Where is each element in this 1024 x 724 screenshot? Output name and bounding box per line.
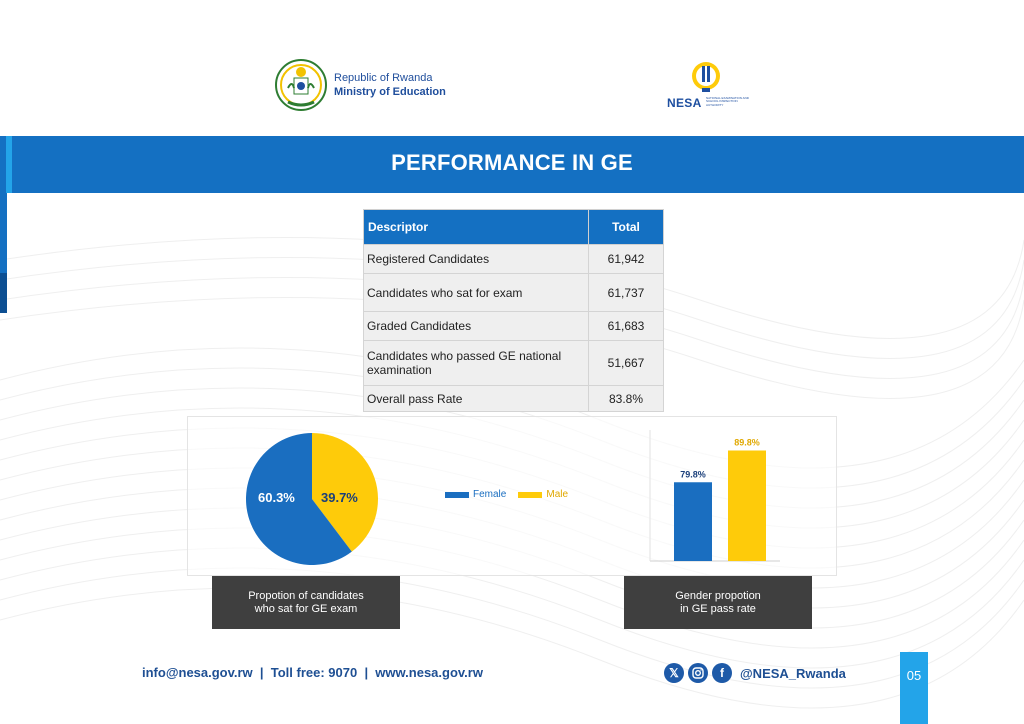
bar-caption-line2: in GE pass rate [680, 602, 756, 615]
legend-label-male: Male [546, 489, 569, 500]
table-row [364, 312, 664, 341]
bar-label-female: 79.8% [680, 469, 706, 480]
legend-item-female [445, 489, 506, 500]
left-accent-stripe [0, 193, 7, 273]
pie-label-male: 39.7% [321, 490, 358, 505]
social-links [664, 663, 846, 683]
table-row [364, 386, 664, 412]
x-icon[interactable]: 𝕏 [664, 663, 684, 683]
pie-caption-line1: Propotion of candidates [248, 589, 364, 602]
legend-label-female: Female [473, 489, 507, 500]
row-descriptor: Graded Candidates [364, 312, 589, 341]
column-header-descriptor: Descriptor [364, 210, 589, 245]
legend-item-male [518, 489, 568, 500]
page-number: 05 [900, 652, 928, 724]
row-total: 61,683 [589, 312, 664, 341]
legend-swatch-male [518, 492, 542, 498]
bar-caption-line1: Gender propotion [675, 589, 761, 602]
ministry-name [334, 71, 446, 99]
column-header-total: Total [589, 210, 664, 245]
pie-label-female: 60.3% [258, 490, 295, 505]
table-row [364, 245, 664, 274]
table-row [364, 274, 664, 312]
pie-caption [212, 576, 400, 629]
row-total: 61,942 [589, 245, 664, 274]
government-name: Republic of Rwanda [334, 72, 433, 84]
table-header-row [364, 210, 664, 245]
rwanda-coat-of-arms-logo [274, 58, 328, 112]
bar-caption [624, 576, 812, 629]
pie-caption-line2: who sat for GE exam [254, 602, 358, 615]
row-total: 83.8% [589, 386, 664, 412]
page-title: PERFORMANCE IN GE [391, 150, 633, 175]
bar-chart [648, 430, 782, 564]
bar-male [728, 451, 766, 561]
row-total: 61,737 [589, 274, 664, 312]
row-total: 51,667 [589, 341, 664, 386]
performance-table [363, 209, 664, 412]
bar-female [674, 482, 712, 561]
row-descriptor: Candidates who sat for exam [364, 274, 589, 312]
table-row [364, 341, 664, 386]
left-accent-stripe-dark [0, 273, 7, 313]
ministry-label: Ministry of Education [334, 86, 446, 98]
facebook-icon[interactable]: f [712, 663, 732, 683]
chart-legend [445, 489, 580, 500]
row-descriptor: Overall pass Rate [364, 386, 589, 412]
instagram-icon[interactable] [688, 663, 708, 683]
row-descriptor: Candidates who passed GE national examination [364, 341, 589, 386]
row-descriptor: Registered Candidates [364, 245, 589, 274]
nesa-wordmark: NESA [667, 96, 702, 110]
bar-label-male: 89.8% [734, 437, 760, 448]
legend-swatch-female [445, 492, 469, 498]
nesa-fullname: NATIONAL EXAMINATION AND SCHOOL INSPECTION AUTHORITY [706, 96, 749, 107]
social-handle[interactable]: @NESA_Rwanda [740, 665, 846, 681]
footer-contact: info@nesa.gov.rw | Toll free: 9070 | www.nesa.gov.rw [142, 665, 483, 680]
